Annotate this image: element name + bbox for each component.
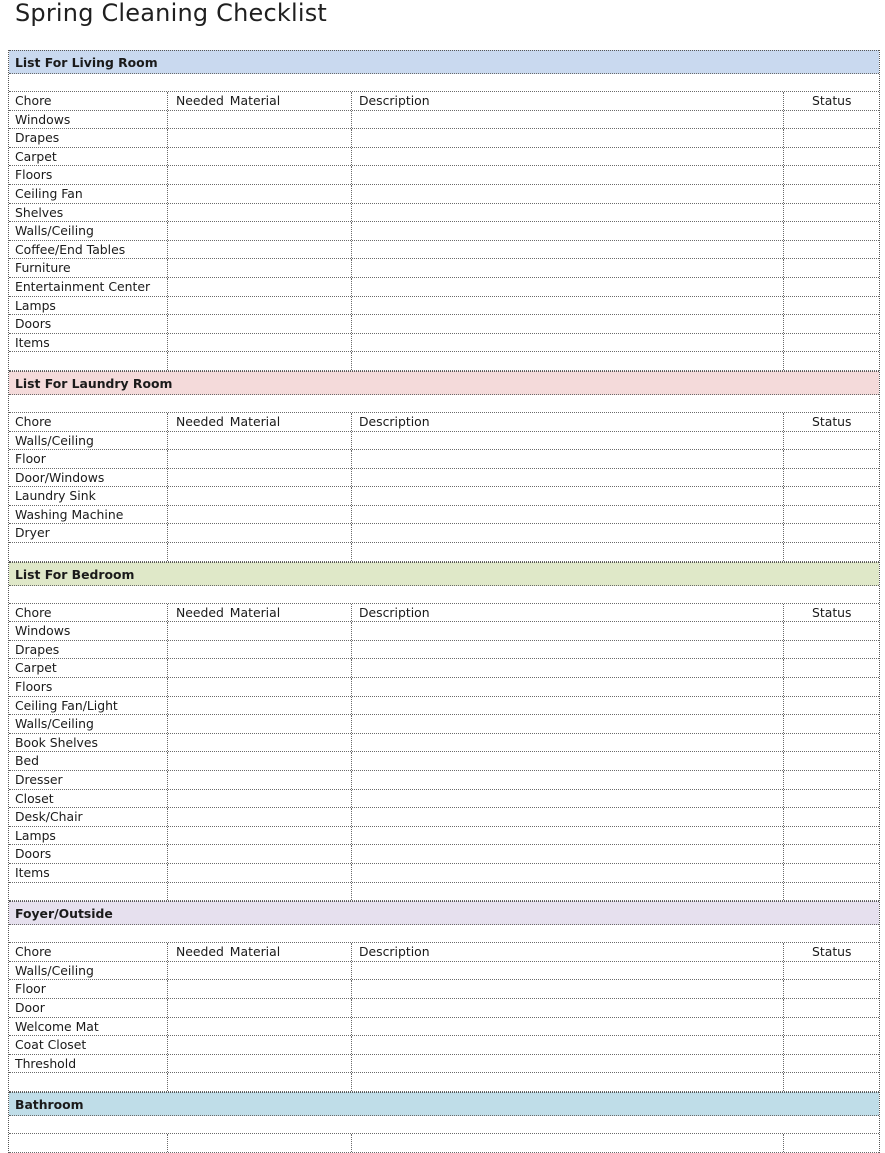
description-cell[interactable] bbox=[351, 506, 783, 524]
chore-cell bbox=[9, 352, 167, 370]
material-cell[interactable] bbox=[167, 790, 351, 808]
description-cell[interactable] bbox=[351, 1018, 783, 1036]
material-cell[interactable] bbox=[167, 678, 351, 696]
status-cell[interactable] bbox=[783, 827, 879, 845]
material-cell[interactable] bbox=[167, 148, 351, 166]
description-cell[interactable] bbox=[351, 678, 783, 696]
chore-cell: Chore bbox=[15, 93, 52, 108]
status-cell[interactable] bbox=[783, 845, 879, 863]
chore-row bbox=[9, 771, 879, 790]
chore-cell: Shelves bbox=[15, 204, 64, 220]
section-header: List For Bedroom bbox=[9, 562, 879, 586]
status-cell[interactable] bbox=[783, 641, 879, 659]
spacer-row bbox=[9, 395, 879, 413]
chore-row bbox=[9, 1018, 879, 1037]
chore-row bbox=[9, 315, 879, 334]
material-cell[interactable] bbox=[167, 334, 351, 352]
status-cell[interactable]: Status bbox=[783, 413, 879, 431]
material-cell[interactable] bbox=[167, 506, 351, 524]
status-cell[interactable] bbox=[783, 315, 879, 333]
material-cell[interactable] bbox=[167, 752, 351, 770]
chore-cell: Coffee/End Tables bbox=[15, 241, 126, 257]
chore-row bbox=[9, 432, 879, 451]
material-cell[interactable] bbox=[167, 1018, 351, 1036]
blank-row bbox=[9, 1073, 879, 1092]
status-cell[interactable] bbox=[783, 450, 879, 468]
chore-row bbox=[9, 734, 879, 753]
status-cell[interactable] bbox=[783, 771, 879, 789]
chore-row bbox=[9, 487, 879, 506]
chore-row bbox=[9, 297, 879, 316]
chore-cell: Floor bbox=[15, 451, 46, 467]
status-cell[interactable] bbox=[783, 622, 879, 640]
chore-cell: Ceiling Fan bbox=[15, 185, 83, 201]
chore-row bbox=[9, 334, 879, 353]
description-cell[interactable] bbox=[351, 148, 783, 166]
chore-row bbox=[9, 697, 879, 716]
material-cell[interactable] bbox=[167, 845, 351, 863]
description-cell[interactable] bbox=[351, 524, 783, 542]
chore-cell: Walls/Ceiling bbox=[15, 962, 94, 978]
status-cell[interactable] bbox=[783, 1055, 879, 1073]
chore-row bbox=[9, 278, 879, 297]
status-cell[interactable] bbox=[783, 185, 879, 203]
column-header-row bbox=[9, 943, 879, 962]
chore-cell bbox=[9, 543, 167, 561]
material-cell[interactable]: Needed Material bbox=[167, 604, 351, 622]
description-cell[interactable] bbox=[351, 166, 783, 184]
description-cell[interactable] bbox=[351, 450, 783, 468]
chore-cell: Door bbox=[15, 999, 45, 1015]
chore-cell: Walls/Ceiling bbox=[15, 716, 94, 732]
status-cell[interactable]: Status bbox=[783, 92, 879, 110]
status-cell[interactable] bbox=[783, 1134, 879, 1152]
chore-row bbox=[9, 980, 879, 999]
chore-cell: Chore bbox=[15, 604, 52, 620]
spacer-row bbox=[9, 586, 879, 604]
status-cell[interactable] bbox=[783, 790, 879, 808]
status-cell[interactable] bbox=[783, 808, 879, 826]
chore-cell: Carpet bbox=[15, 660, 57, 676]
chore-cell: Doors bbox=[15, 846, 52, 862]
status-cell[interactable] bbox=[783, 241, 879, 259]
blank-row bbox=[9, 1134, 879, 1153]
description-cell[interactable] bbox=[351, 659, 783, 677]
chore-cell: Ceiling Fan/Light bbox=[15, 697, 118, 713]
chore-row bbox=[9, 808, 879, 827]
column-header-row bbox=[9, 604, 879, 623]
description-cell[interactable] bbox=[351, 962, 783, 980]
status-cell[interactable] bbox=[783, 129, 879, 147]
chore-row bbox=[9, 962, 879, 981]
description-cell[interactable] bbox=[351, 641, 783, 659]
chore-cell: Windows bbox=[15, 111, 71, 127]
description-cell[interactable] bbox=[351, 715, 783, 733]
material-cell[interactable] bbox=[167, 883, 351, 901]
material-cell[interactable] bbox=[167, 204, 351, 222]
status-cell[interactable]: Status bbox=[783, 604, 879, 622]
chore-row bbox=[9, 678, 879, 697]
status-cell[interactable] bbox=[783, 999, 879, 1017]
description-cell[interactable] bbox=[351, 315, 783, 333]
description-cell[interactable] bbox=[351, 352, 783, 370]
description-cell[interactable] bbox=[351, 864, 783, 882]
status-cell[interactable] bbox=[783, 1018, 879, 1036]
description-cell[interactable] bbox=[351, 1036, 783, 1054]
chore-cell: Threshold bbox=[15, 1055, 77, 1071]
description-cell[interactable] bbox=[351, 790, 783, 808]
description-cell[interactable] bbox=[351, 771, 783, 789]
status-cell[interactable] bbox=[783, 297, 879, 315]
description-cell[interactable] bbox=[351, 827, 783, 845]
status-cell[interactable] bbox=[783, 222, 879, 240]
chore-cell: Desk/Chair bbox=[15, 809, 83, 825]
description-cell[interactable] bbox=[351, 1134, 783, 1152]
chore-cell: Walls/Ceiling bbox=[15, 223, 94, 239]
material-cell[interactable] bbox=[167, 864, 351, 882]
checklist-sheet bbox=[8, 50, 880, 1153]
chore-cell: Closet bbox=[15, 790, 54, 806]
chore-cell: Items bbox=[15, 334, 50, 350]
material-cell[interactable] bbox=[167, 1055, 351, 1073]
description-cell[interactable]: Description bbox=[351, 943, 783, 961]
status-cell[interactable] bbox=[783, 204, 879, 222]
status-cell[interactable] bbox=[783, 678, 879, 696]
material-cell[interactable] bbox=[167, 734, 351, 752]
description-cell[interactable] bbox=[351, 808, 783, 826]
status-cell[interactable] bbox=[783, 278, 879, 296]
description-cell[interactable] bbox=[351, 185, 783, 203]
chore-row bbox=[9, 827, 879, 846]
material-cell[interactable] bbox=[167, 315, 351, 333]
status-cell[interactable] bbox=[783, 111, 879, 129]
material-cell[interactable] bbox=[167, 659, 351, 677]
description-cell[interactable] bbox=[351, 999, 783, 1017]
description-cell[interactable] bbox=[351, 752, 783, 770]
description-cell[interactable]: Description bbox=[351, 413, 783, 431]
chore-cell: Chore bbox=[15, 413, 52, 429]
status-cell[interactable] bbox=[783, 524, 879, 542]
chore-cell: Walls/Ceiling bbox=[15, 432, 94, 448]
description-cell[interactable] bbox=[351, 734, 783, 752]
chore-cell: Doors bbox=[15, 316, 52, 332]
status-cell[interactable] bbox=[783, 259, 879, 277]
status-cell[interactable] bbox=[783, 864, 879, 882]
status-cell[interactable] bbox=[783, 659, 879, 677]
chore-cell: Welcome Mat bbox=[15, 1018, 99, 1034]
material-cell[interactable] bbox=[167, 980, 351, 998]
chore-row bbox=[9, 185, 879, 204]
material-cell[interactable] bbox=[167, 771, 351, 789]
chore-cell: Lamps bbox=[15, 297, 56, 313]
column-header-row bbox=[9, 413, 879, 432]
chore-row bbox=[9, 524, 879, 543]
description-cell[interactable]: Description bbox=[351, 604, 783, 622]
chore-cell: Floors bbox=[15, 167, 53, 183]
chore-cell: Drapes bbox=[15, 130, 60, 146]
material-cell[interactable] bbox=[167, 222, 351, 240]
chore-cell: Dryer bbox=[15, 525, 50, 541]
status-cell[interactable] bbox=[783, 962, 879, 980]
material-cell[interactable] bbox=[167, 543, 351, 561]
description-cell[interactable] bbox=[351, 111, 783, 129]
description-cell[interactable] bbox=[351, 432, 783, 450]
chore-cell: Book Shelves bbox=[15, 734, 98, 750]
status-cell[interactable] bbox=[783, 883, 879, 901]
material-cell[interactable] bbox=[167, 185, 351, 203]
chore-cell: Entertainment Center bbox=[15, 278, 151, 294]
chore-row bbox=[9, 641, 879, 660]
status-cell[interactable] bbox=[783, 734, 879, 752]
chore-row bbox=[9, 752, 879, 771]
section-header: Foyer/Outside bbox=[9, 901, 879, 925]
chore-cell: Chore bbox=[15, 944, 52, 960]
material-cell[interactable]: Needed Material bbox=[167, 92, 351, 110]
material-cell[interactable] bbox=[167, 469, 351, 487]
description-cell[interactable] bbox=[351, 1073, 783, 1091]
description-cell[interactable] bbox=[351, 297, 783, 315]
description-cell[interactable] bbox=[351, 129, 783, 147]
description-cell[interactable] bbox=[351, 278, 783, 296]
description-cell[interactable] bbox=[351, 259, 783, 277]
chore-row bbox=[9, 715, 879, 734]
chore-row bbox=[9, 241, 879, 260]
status-cell[interactable] bbox=[783, 543, 879, 561]
chore-row bbox=[9, 1036, 879, 1055]
status-cell[interactable] bbox=[783, 352, 879, 370]
material-cell[interactable] bbox=[167, 259, 351, 277]
spacer-row bbox=[9, 74, 879, 92]
description-cell[interactable] bbox=[351, 697, 783, 715]
status-cell[interactable] bbox=[783, 166, 879, 184]
material-cell[interactable] bbox=[167, 352, 351, 370]
material-cell[interactable] bbox=[167, 297, 351, 315]
material-cell[interactable] bbox=[167, 827, 351, 845]
status-cell[interactable] bbox=[783, 506, 879, 524]
chore-cell: Laundry Sink bbox=[15, 488, 96, 504]
chore-row bbox=[9, 450, 879, 469]
chore-cell bbox=[9, 1134, 167, 1152]
description-cell[interactable] bbox=[351, 487, 783, 505]
material-cell[interactable] bbox=[167, 622, 351, 640]
spacer-row bbox=[9, 1116, 879, 1134]
chore-row bbox=[9, 659, 879, 678]
description-cell[interactable] bbox=[351, 241, 783, 259]
description-cell[interactable] bbox=[351, 469, 783, 487]
status-cell[interactable] bbox=[783, 752, 879, 770]
material-cell[interactable] bbox=[167, 278, 351, 296]
description-cell[interactable] bbox=[351, 334, 783, 352]
section-header: List For Living Room bbox=[9, 50, 879, 74]
status-cell[interactable] bbox=[783, 1036, 879, 1054]
material-cell[interactable] bbox=[167, 432, 351, 450]
status-cell[interactable] bbox=[783, 334, 879, 352]
status-cell[interactable] bbox=[783, 715, 879, 733]
material-cell[interactable] bbox=[167, 715, 351, 733]
chore-cell: Bed bbox=[15, 753, 39, 769]
page-title: Spring Cleaning Checklist bbox=[15, 0, 328, 27]
chore-cell: Coat Closet bbox=[15, 1037, 87, 1053]
status-cell[interactable] bbox=[783, 980, 879, 998]
material-cell[interactable]: Needed Material bbox=[167, 413, 351, 431]
chore-row bbox=[9, 506, 879, 525]
chore-cell: Washing Machine bbox=[15, 506, 124, 522]
material-cell[interactable] bbox=[167, 1134, 351, 1152]
chore-cell: Furniture bbox=[15, 260, 71, 276]
material-cell[interactable] bbox=[167, 241, 351, 259]
material-cell[interactable] bbox=[167, 450, 351, 468]
chore-row bbox=[9, 204, 879, 223]
chore-row bbox=[9, 622, 879, 641]
chore-cell: Items bbox=[15, 864, 50, 880]
material-cell[interactable] bbox=[167, 129, 351, 147]
chore-row bbox=[9, 790, 879, 809]
blank-row bbox=[9, 883, 879, 902]
description-cell[interactable] bbox=[351, 1055, 783, 1073]
chore-cell: Lamps bbox=[15, 827, 56, 843]
description-cell[interactable] bbox=[351, 883, 783, 901]
description-cell[interactable]: Description bbox=[351, 92, 783, 110]
chore-cell: Windows bbox=[15, 623, 71, 639]
chore-row bbox=[9, 111, 879, 130]
status-cell[interactable] bbox=[783, 432, 879, 450]
blank-row bbox=[9, 543, 879, 562]
chore-row bbox=[9, 259, 879, 278]
description-cell[interactable] bbox=[351, 980, 783, 998]
material-cell[interactable] bbox=[167, 999, 351, 1017]
status-cell[interactable] bbox=[783, 148, 879, 166]
column-header-row bbox=[9, 92, 879, 111]
material-cell[interactable] bbox=[167, 641, 351, 659]
spacer-row bbox=[9, 925, 879, 943]
blank-row bbox=[9, 352, 879, 371]
chore-row bbox=[9, 864, 879, 883]
chore-cell bbox=[9, 1073, 167, 1091]
chore-cell: Drapes bbox=[15, 641, 60, 657]
material-cell[interactable] bbox=[167, 962, 351, 980]
chore-row bbox=[9, 129, 879, 148]
chore-cell: Door/Windows bbox=[15, 469, 105, 485]
status-cell[interactable]: Status bbox=[783, 943, 879, 961]
material-cell[interactable] bbox=[167, 697, 351, 715]
chore-row bbox=[9, 166, 879, 185]
description-cell[interactable] bbox=[351, 543, 783, 561]
material-cell[interactable]: Needed Material bbox=[167, 943, 351, 961]
chore-row bbox=[9, 222, 879, 241]
description-cell[interactable] bbox=[351, 845, 783, 863]
material-cell[interactable] bbox=[167, 166, 351, 184]
chore-cell: Carpet bbox=[15, 148, 57, 164]
chore-row bbox=[9, 1055, 879, 1074]
description-cell[interactable] bbox=[351, 204, 783, 222]
chore-cell: Floors bbox=[15, 679, 53, 695]
material-cell[interactable] bbox=[167, 808, 351, 826]
status-cell[interactable] bbox=[783, 1073, 879, 1091]
material-cell[interactable] bbox=[167, 111, 351, 129]
description-cell[interactable] bbox=[351, 622, 783, 640]
chore-cell: Dresser bbox=[15, 772, 63, 787]
material-cell[interactable] bbox=[167, 1073, 351, 1091]
chore-row bbox=[9, 469, 879, 488]
chore-cell bbox=[9, 883, 167, 901]
chore-row bbox=[9, 999, 879, 1018]
material-cell[interactable] bbox=[167, 487, 351, 505]
section-header: List For Laundry Room bbox=[9, 371, 879, 395]
status-cell[interactable] bbox=[783, 487, 879, 505]
section-header: Bathroom bbox=[9, 1092, 879, 1116]
status-cell[interactable] bbox=[783, 469, 879, 487]
chore-row bbox=[9, 148, 879, 167]
material-cell[interactable] bbox=[167, 1036, 351, 1054]
material-cell[interactable] bbox=[167, 524, 351, 542]
status-cell[interactable] bbox=[783, 697, 879, 715]
chore-cell: Floor bbox=[15, 981, 46, 997]
description-cell[interactable] bbox=[351, 222, 783, 240]
chore-row bbox=[9, 845, 879, 864]
